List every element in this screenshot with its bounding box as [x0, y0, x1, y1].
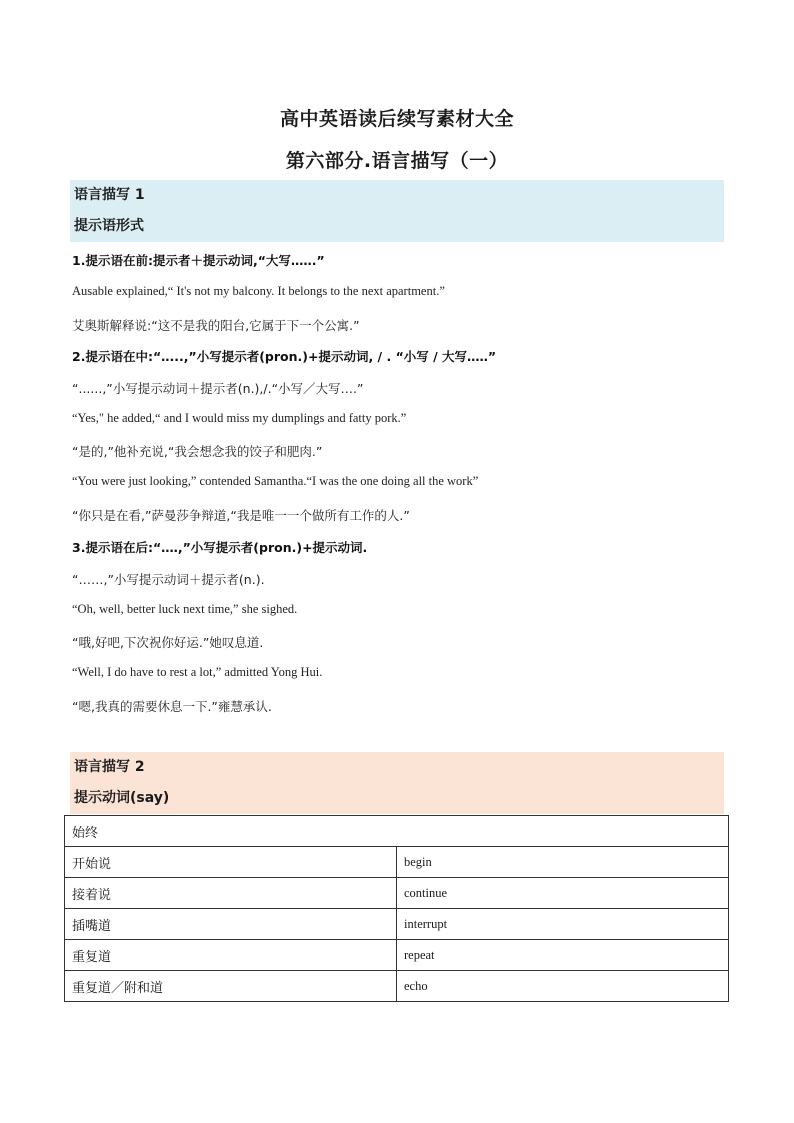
table-cell-en: repeat: [397, 940, 729, 971]
section1-subheading: 提示语形式: [70, 211, 724, 242]
table-cell-en: begin: [397, 847, 729, 878]
table-cell-cn: 接着说: [65, 878, 397, 909]
example-en: “Yes," he added,“ and I would miss my dumplings and fatty pork.”: [72, 411, 407, 425]
example-en: “Well, I do have to rest a lot,” admitted Yong Hui.: [72, 665, 323, 679]
document-subtitle: 第六部分.语言描写（一）: [285, 150, 509, 172]
table-cell-cn: 重复道／附和道: [65, 971, 397, 1002]
rule-2: 2.提示语在中:“‥...,”小写提示者(pron.)+提示动词, / . “小写 / 大写‥…”: [72, 349, 497, 364]
table-row: [65, 971, 729, 1002]
table-row: [65, 878, 729, 909]
example-en: “You were just looking,” contended Samantha.“I was the one doing all the work”: [72, 474, 479, 488]
example-cn: “哦,好吧,下次祝你好运.”她叹息道.: [72, 635, 264, 650]
table-cell-cn: 重复道: [65, 940, 397, 971]
example-cn: “你只是在看,”萨曼莎争辩道,“我是唯一一个做所有工作的人.”: [72, 508, 410, 523]
rule-1: 1.提示语在前:提示者＋提示动词,“大写‥….”: [72, 253, 325, 268]
rule-2-note: “......,”小写提示动词＋提示者(n.),/.“小写／大写….”: [72, 381, 364, 396]
document-title: 高中英语读后续写素材大全: [279, 108, 514, 130]
table-row: [65, 940, 729, 971]
example-en: “Oh, well, better luck next time,” she sighed.: [72, 602, 298, 616]
rule-3: 3.提示语在后:“‥‥,”小写提示者(pron.)+提示动词.: [72, 540, 368, 555]
say-verbs-table: [64, 815, 729, 1002]
table-header-cell: 始终: [65, 816, 729, 847]
rule-3-note: “……,”小写提示动词＋提示者(n.).: [72, 572, 265, 587]
section2-heading: 语言描写 2: [70, 752, 724, 783]
example-cn: “嗯,我真的需要休息一下.”雍慧承认.: [72, 699, 272, 714]
example-cn: “是的,”他补充说,“我会想念我的饺子和肥肉.”: [72, 444, 323, 459]
table-row: [65, 847, 729, 878]
table-row: [65, 909, 729, 940]
table-cell-cn: 插嘴道: [65, 909, 397, 940]
table-cell-en: interrupt: [397, 909, 729, 940]
table-row: [65, 816, 729, 847]
table-cell-en: continue: [397, 878, 729, 909]
section1-heading: 语言描写 1: [70, 180, 724, 211]
example-en: Ausable explained,“ It's not my balcony. It belongs to the next apartment.”: [72, 284, 445, 298]
table-cell-en: echo: [397, 971, 729, 1002]
section2-subheading: 提示动词(say): [70, 783, 724, 814]
table-cell-cn: 开始说: [65, 847, 397, 878]
example-cn: 艾奥斯解释说:“这不是我的阳台,它属于下一个公寓.”: [72, 318, 360, 333]
